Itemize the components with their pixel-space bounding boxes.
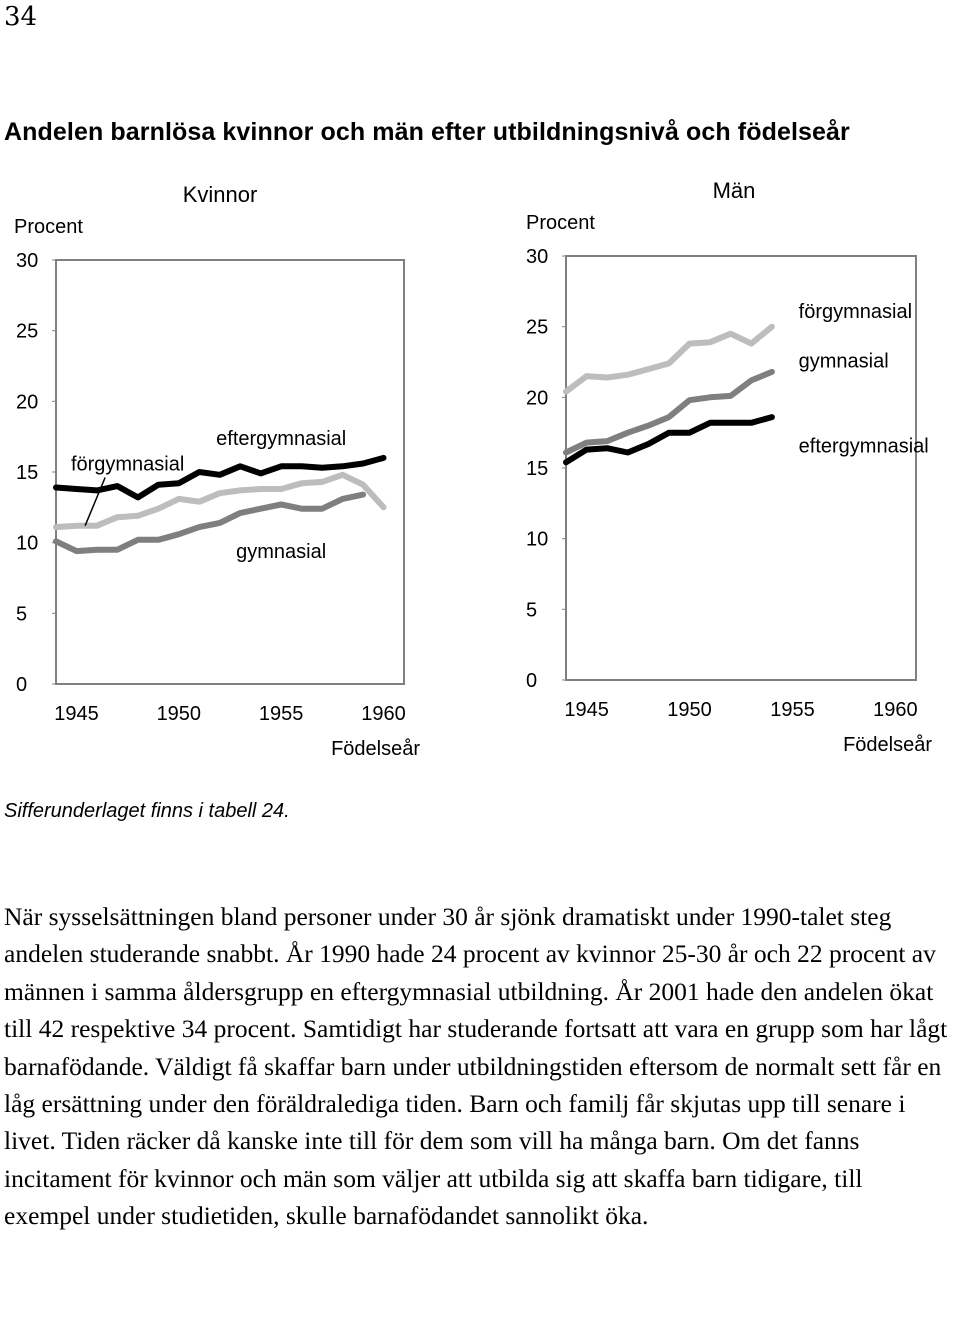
chart-panel-kvinnor: [14, 182, 420, 760]
x-tick-label: 1945: [54, 703, 99, 725]
x-tick-label: 1950: [156, 703, 202, 725]
y-tick-label: 0: [526, 670, 538, 692]
y-tick-label: 25: [16, 320, 39, 343]
x-tick-label: 1945: [564, 699, 609, 721]
series-line-gymnasial: [566, 372, 772, 453]
series-label-gymnasial: gymnasial: [236, 541, 327, 564]
figure-caption: Sifferunderlaget finns i tabell 24.: [4, 800, 290, 822]
body-text: [4, 898, 954, 1235]
x-axis-label: Födelseår: [843, 734, 932, 756]
series-line-forgymnasial: [566, 327, 772, 392]
x-tick-label: 1960: [873, 699, 918, 721]
x-tick-label: 1955: [258, 703, 304, 725]
y-tick-label: 15: [526, 458, 549, 480]
chart-panel-man: [526, 178, 932, 756]
y-tick-label: 25: [526, 316, 549, 339]
panel-title: Män: [712, 178, 756, 203]
figure: [0, 170, 960, 780]
y-axis-label: Procent: [14, 216, 83, 238]
page-number: 34: [4, 2, 38, 32]
series-label-forgymnasial: förgymnasial: [798, 301, 913, 324]
x-axis-label: Födelseår: [331, 738, 420, 760]
series-label-gymnasial: gymnasial: [798, 350, 889, 373]
y-tick-label: 5: [526, 599, 538, 622]
body-paragraph: När sysselsättningen bland personer under 30 år sjönk dramatiskt under 1990-talet steg andelen studerande snabbt. År 1990 hade 24 procent av kvinnor 25-30 år och 22 procent av männen i samma åldersgrupp en eftergymnasial utbildning. År 2001 hade den andelen ökat till 42 respektive 34 procent. Samtidigt har studerande fortsatt att vara en grupp som har lågt barnafödande. Väldigt få skaffar barn under utbildningstiden eftersom de normalt sett får en låg ersättning under den föräldralediga tiden. Barn och familj får skjutas upp till senare i livet. Tiden räcker då kanske inte till för dem som vill ha många barn. Om det fanns incitament för kvinnor och män som väljer att utbilda sig att skaffa barn tidigare, till exempel under studietiden, skulle barnafödandet sannolikt öka.: [4, 902, 948, 1231]
series-label-eftergymnasial: eftergymnasial: [216, 428, 347, 451]
x-tick-label: 1960: [361, 703, 406, 725]
y-axis-label: Procent: [526, 212, 595, 234]
y-tick-label: 10: [526, 528, 549, 551]
y-tick-label: 10: [16, 532, 39, 555]
label-leader-line: [85, 478, 105, 526]
series-label-forgymnasial: förgymnasial: [70, 453, 185, 476]
x-tick-label: 1955: [770, 699, 815, 721]
panel-title: Kvinnor: [182, 182, 258, 207]
x-tick-label: 1950: [667, 699, 712, 721]
y-tick-label: 15: [16, 462, 39, 484]
chart-title: Andelen barnlösa kvinnor och män efter utbildningsnivå och födelseår: [4, 118, 850, 146]
series-label-eftergymnasial: eftergymnasial: [798, 435, 929, 458]
y-tick-label: 5: [16, 603, 28, 626]
y-tick-label: 30: [526, 246, 549, 268]
y-tick-label: 30: [16, 250, 39, 272]
y-tick-label: 0: [16, 674, 28, 696]
y-tick-label: 20: [526, 387, 549, 410]
y-tick-label: 20: [16, 391, 39, 414]
